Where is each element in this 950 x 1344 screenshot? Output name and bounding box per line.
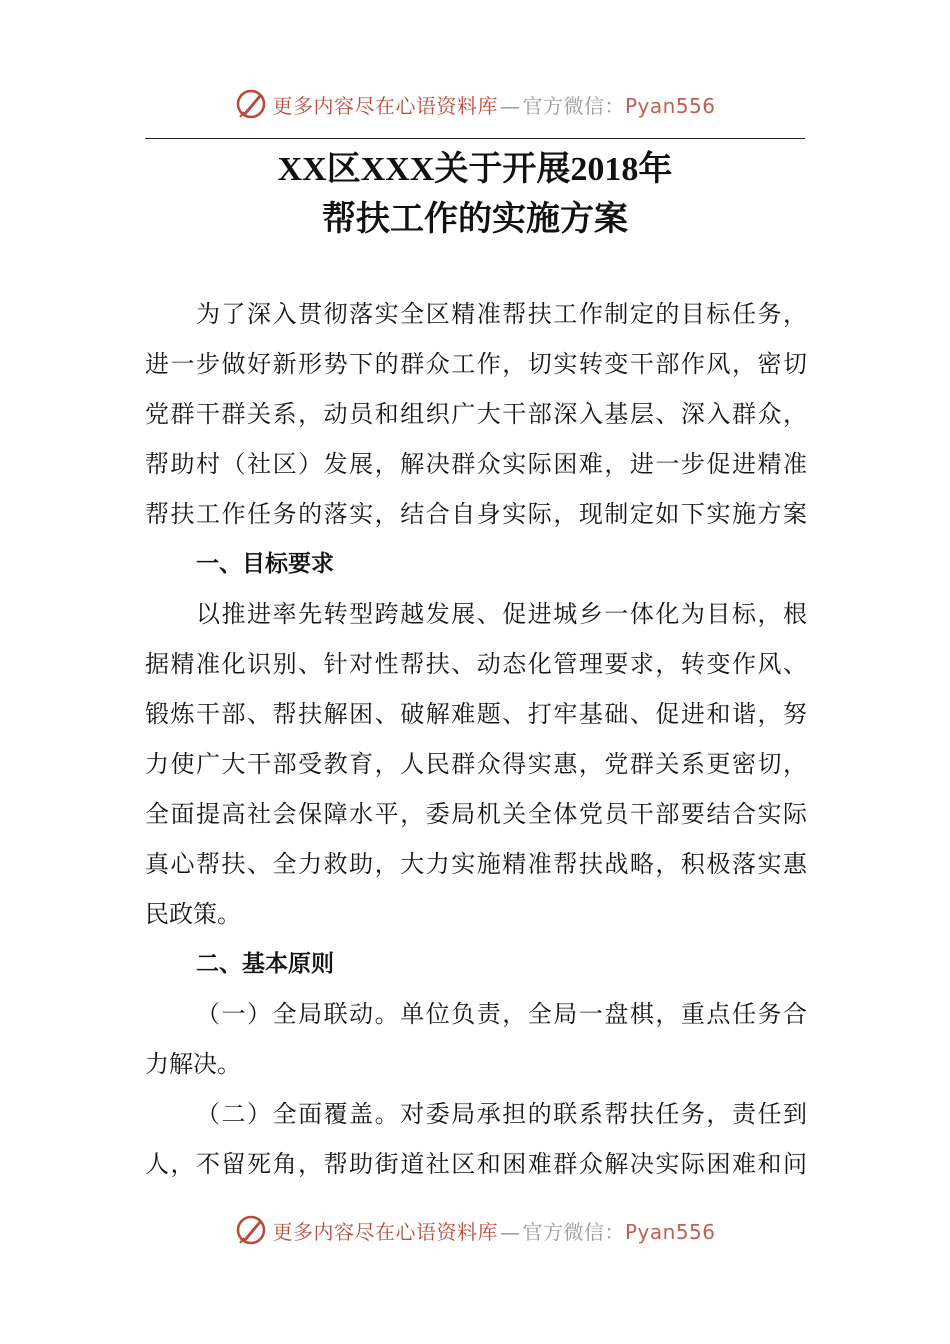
section-heading: 二、基本原则: [196, 951, 334, 977]
paragraph-line: 力解决。: [145, 1050, 241, 1078]
banner-text: 更多内容尽在心语资料库: [272, 93, 498, 118]
paragraph-line: 帮扶工作任务的落实，结合自身实际，现制定如下实施方案: [145, 500, 807, 528]
paragraph-line: 帮助村（社区）发展，解决群众实际困难，进一步促进精准: [145, 450, 807, 478]
banner-wechat-id: Pyan556: [624, 93, 716, 118]
paragraph-line: 人，不留死角，帮助街道社区和困难群众解决实际困难和问: [145, 1150, 807, 1178]
paragraph-line: 锻炼干部、帮扶解困、破解难题、打牢基础、促进和谐，努: [145, 700, 807, 728]
paragraph-line: 以推进率先转型跨越发展、促进城乡一体化为目标，根: [196, 600, 807, 628]
quill-logo-icon: [234, 1213, 268, 1247]
banner-wechat-label: 官方微信：: [522, 1219, 625, 1244]
paragraph-line: 党群干群关系，动员和组织广大干部深入基层、深入群众，: [145, 400, 807, 428]
paragraph-line: 力使广大干部受教育，人民群众得实惠，党群关系更密切，: [145, 750, 807, 778]
section-heading: 一、目标要求: [196, 551, 334, 577]
quill-logo-icon: [234, 87, 268, 121]
paragraph-line: 为了深入贯彻落实全区精准帮扶工作制定的目标任务，: [196, 300, 807, 328]
paragraph-line: （二）全面覆盖。对委局承担的联系帮扶任务，责任到: [196, 1100, 807, 1128]
header-watermark: [0, 84, 950, 124]
paragraph-line: （一）全局联动。单位负责，全局一盘棋，重点任务合: [196, 1000, 807, 1028]
paragraph-line: 民政策。: [145, 900, 241, 928]
banner-dash: —: [499, 1219, 521, 1244]
banner-wechat-label: 官方微信：: [522, 93, 625, 118]
paragraph-line: 真心帮扶、全力救助，大力实施精准帮扶战略，积极落实惠: [145, 850, 807, 878]
doc-title-line-2: 帮扶工作的实施方案: [322, 201, 628, 238]
banner-wechat-id: Pyan556: [624, 1219, 716, 1244]
doc-title-line-1: XX区XXX关于开展2018年: [277, 151, 673, 188]
banner-text: 更多内容尽在心语资料库: [272, 1219, 498, 1244]
banner-dash: —: [499, 93, 521, 118]
paragraph-line: 据精准化识别、针对性帮扶、动态化管理要求，转变作风、: [145, 650, 807, 678]
footer-watermark: [0, 1210, 950, 1250]
paragraph-line: 进一步做好新形势下的群众工作，切实转变干部作风，密切: [145, 350, 807, 378]
header-rule: [145, 138, 805, 139]
paragraph-line: 全面提高社会保障水平，委局机关全体党员干部要结合实际: [145, 800, 807, 828]
